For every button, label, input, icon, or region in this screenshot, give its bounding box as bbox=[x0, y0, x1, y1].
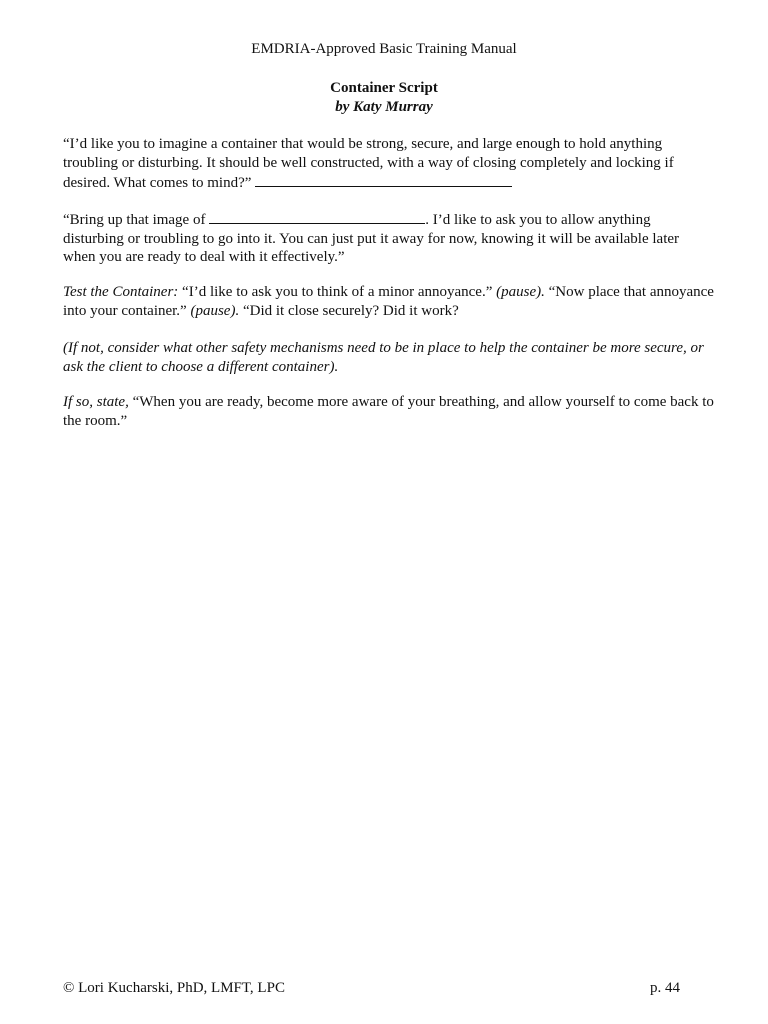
paragraph-text-after-blank: . I’d like to ask you to allow anything disturbing or troubling to go into it. You can just put it away for now, knowing it will be available later when you are ready to deal with it effectively.” bbox=[63, 212, 680, 265]
paragraph-text: “When you are ready, become more aware of your breathing, and allow yourself to come back to the room.” bbox=[63, 394, 714, 429]
pause-note: (pause). bbox=[496, 284, 545, 300]
paragraph-text-before-blank: “Bring up that image of bbox=[63, 212, 210, 228]
paragraph-text: “I’d like you to imagine a container that would be strong, secure, and large enough to hold anything troubling or disturbing. It should be well constructed, with a way of closing completely and locking if desired. What comes to mind?” bbox=[63, 136, 674, 191]
paragraph-bring-up-image bbox=[63, 209, 715, 267]
page-title: Container Script bbox=[330, 80, 438, 96]
if-so-label: If so, state, bbox=[63, 394, 129, 410]
running-header: EMDRIA-Approved Basic Training Manual bbox=[251, 41, 517, 57]
quote-did-it-work: “Did it close securely? Did it work? bbox=[239, 302, 459, 319]
footer-copyright: © Lori Kucharski, PhD, LMFT, LPC bbox=[63, 980, 285, 996]
quote-place-annoyance: “Now place that annoyance into your container.” bbox=[63, 284, 714, 319]
paragraph-text: (If not, consider what other safety mechanisms need to be in place to help the container be more secure, or ask the client to choose a different container). bbox=[63, 340, 704, 375]
test-container-label: Test the Container: bbox=[63, 284, 179, 300]
pause-note: (pause). bbox=[190, 302, 240, 319]
paragraph-if-not bbox=[63, 339, 715, 376]
author-byline: by Katy Murray bbox=[335, 99, 433, 115]
fill-in-blank bbox=[255, 172, 512, 187]
fill-in-blank bbox=[209, 209, 425, 224]
paragraph-imagine-container bbox=[63, 135, 715, 193]
paragraph-test-container bbox=[63, 283, 715, 320]
quote-minor-annoyance: “I’d like to ask you to think of a minor annoyance.” bbox=[178, 284, 497, 300]
footer-page-number: p. 44 bbox=[650, 980, 680, 996]
paragraph-if-so bbox=[63, 393, 715, 430]
